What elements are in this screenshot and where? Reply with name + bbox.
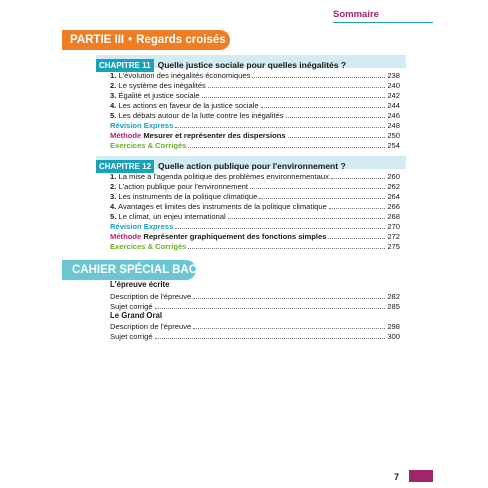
part-title: Regards croisés [136,34,226,46]
chapter-12-number: CHAPITRE 12 [96,160,154,173]
toc-row[interactable] [110,70,400,80]
dot-leader [193,291,385,299]
methode-text: Représenter graphiquement des fonctions simples [143,232,327,241]
entry-text: Le climat, un enjeu international [118,212,226,221]
entry-number: 3. [110,91,117,100]
entry-number: 5. [110,212,117,221]
entry-text: Les instruments de la politique climatique [118,192,258,201]
page-ref: 250 [387,131,400,140]
page-ref: 262 [387,182,400,191]
page-ref: 254 [387,141,400,150]
header-rule [333,22,433,23]
dot-leader [175,221,385,229]
chapter-11-title[interactable]: Quelle justice sociale pour quelles inégalités ? [157,60,347,70]
page-ref: 298 [387,322,400,331]
section-title-grand-oral: Le Grand Oral [110,311,162,320]
dot-leader [259,191,385,199]
entry-text: Sujet corrigé [110,332,153,341]
methode-row[interactable] [110,130,400,140]
dot-leader [331,171,385,179]
entry-text: Les débats autour de la lutte contre les inégalités [118,111,284,120]
methode-label: Méthode [110,232,142,241]
page-ref: 268 [387,212,400,221]
toc-row[interactable] [110,191,400,201]
entry-number: 4. [110,101,117,110]
toc-row[interactable] [110,321,400,331]
dot-leader [252,70,385,78]
revision-label: Révision Express [110,222,174,231]
dot-leader [288,130,386,138]
dot-leader [228,211,386,219]
entry-text: Sujet corrigé [110,302,153,311]
page-tab [409,470,433,482]
page-ref: 242 [387,91,400,100]
chapter-11-bar [96,55,406,68]
page-ref: 266 [387,202,400,211]
page-ref: 272 [387,232,400,241]
dot-leader [286,110,386,118]
toc-row[interactable] [110,181,400,191]
dot-leader [208,80,385,88]
entry-text: Égalité et justice sociale [118,91,200,100]
entry-number: 1. [110,71,117,80]
dot-leader [155,331,386,339]
entry-text: Description de l'épreuve [110,322,192,331]
entry-number: 1. [110,172,117,181]
page-ref: 264 [387,192,400,201]
page-ref: 244 [387,101,400,110]
toc-row[interactable] [110,100,400,110]
toc-row[interactable] [110,301,400,311]
exercices-label: Exercices & Corrigés [110,242,187,251]
methode-row[interactable] [110,231,400,241]
methode-text: Mesurer et représenter des dispersions [143,131,286,140]
entry-number: 3. [110,192,117,201]
dot-leader [188,140,385,148]
dot-leader [188,241,385,249]
entry-text: Le système des inégalités [118,81,206,90]
page-ref: 246 [387,111,400,120]
page-number: 7 [394,472,400,482]
toc-row[interactable] [110,110,400,120]
toc-row[interactable] [110,211,400,221]
chapter-12-title[interactable]: Quelle action publique pour l'environnement ? [158,161,346,171]
toc-row[interactable] [110,201,400,211]
page-ref: 240 [387,81,400,90]
entry-number: 2. [110,81,117,90]
revision-label: Révision Express [110,121,174,130]
entry-number: 5. [110,111,117,120]
page-ref: 282 [387,292,400,301]
revision-row[interactable] [110,221,400,231]
part-banner [62,30,230,50]
part-label: PARTIE III [70,34,125,46]
page-ref: 270 [387,222,400,231]
header-label: Sommaire [333,9,379,20]
dot-leader [329,201,385,209]
entry-text: Les actions en faveur de la justice sociale [118,101,259,110]
page-ref: 260 [387,172,400,181]
toc-row[interactable] [110,90,400,100]
exercices-label: Exercices & Corrigés [110,141,187,150]
chapter-11-number: CHAPITRE 11 [96,59,154,72]
part-separator: • [128,34,133,46]
page-ref: 238 [387,71,400,80]
page-ref: 285 [387,302,400,311]
revision-row[interactable] [110,120,400,130]
section-title-epreuve-ecrite: L'épreuve écrite [110,280,170,289]
entry-text: L'action publique pour l'environnement [118,182,249,191]
dot-leader [328,231,385,239]
bac-banner: CAHIER SPÉCIAL BAC [62,260,196,280]
page-ref: 275 [387,242,400,251]
dot-leader [261,100,386,108]
chapter-12-bar [96,156,406,169]
toc-row[interactable] [110,80,400,90]
page-ref: 300 [387,332,400,341]
entry-text: Avantages et limites des instruments de la politique climatique [118,202,327,211]
toc-row[interactable] [110,331,400,341]
dot-leader [175,120,385,128]
toc-row[interactable] [110,291,400,301]
dot-leader [193,321,385,329]
entry-text: Description de l'épreuve [110,292,192,301]
exercices-row[interactable] [110,241,400,251]
dot-leader [250,181,385,189]
entry-text: L'évolution des inégalités économiques [118,71,251,80]
dot-leader [202,90,386,98]
page-ref: 248 [387,121,400,130]
dot-leader [155,301,386,309]
entry-number: 2. [110,182,117,191]
methode-label: Méthode [110,131,142,140]
entry-text: La mise à l'agenda politique des problèmes environnementaux [118,172,329,181]
exercices-row[interactable] [110,140,400,150]
entry-number: 4. [110,202,117,211]
toc-row[interactable] [110,171,400,181]
